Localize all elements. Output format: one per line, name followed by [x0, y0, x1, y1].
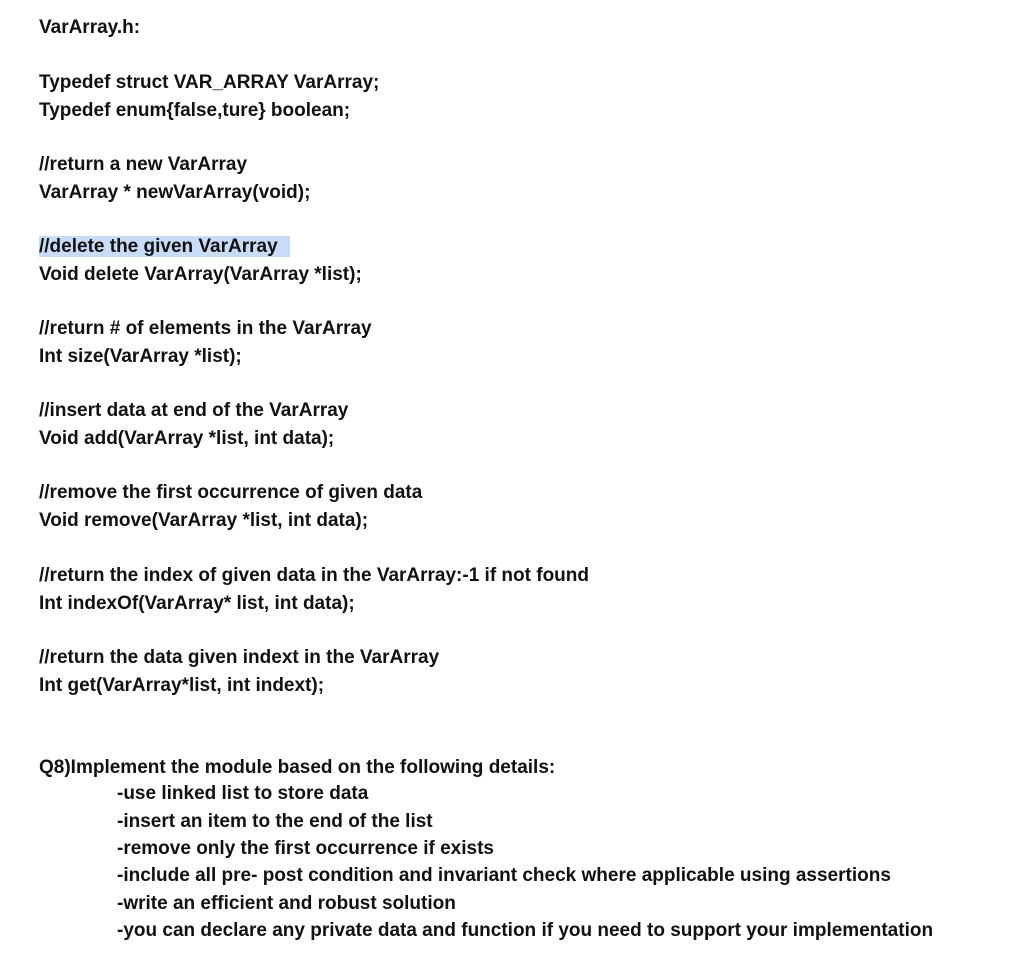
- comment-new-vararray: //return a new VarArray: [39, 154, 248, 175]
- signature-new-vararray: VarArray * newVarArray(void);: [39, 182, 311, 203]
- requirement-item: -you can declare any private data and function if you need to support your implementation: [117, 920, 934, 941]
- header-title: VarArray.h:: [39, 17, 141, 38]
- signature-index-of: Int indexOf(VarArray* list, int data);: [39, 593, 355, 614]
- comment-remove: //remove the first occurrence of given data: [39, 482, 423, 503]
- comment-delete-vararray: [39, 235, 290, 259]
- requirement-item: -insert an item to the end of the list: [117, 811, 433, 832]
- signature-get: Int get(VarArray*list, int indext);: [39, 675, 325, 696]
- typedef-enum-line: Typedef enum{false,ture} boolean;: [39, 100, 351, 121]
- requirement-item: -use linked list to store data: [117, 783, 369, 804]
- comment-size: //return # of elements in the VarArray: [39, 318, 372, 339]
- signature-add: Void add(VarArray *list, int data);: [39, 428, 335, 449]
- comment-add: //insert data at end of the VarArray: [39, 400, 349, 421]
- typedef-struct-line: Typedef struct VAR_ARRAY VarArray;: [39, 72, 380, 93]
- comment-get: //return the data given indext in the VarArray: [39, 647, 440, 668]
- requirement-item: -remove only the first occurrence if exists: [117, 838, 494, 859]
- signature-size: Int size(VarArray *list);: [39, 346, 242, 367]
- signature-delete-vararray: Void delete VarArray(VarArray *list);: [39, 264, 362, 285]
- signature-remove: Void remove(VarArray *list, int data);: [39, 510, 369, 531]
- comment-index-of: //return the index of given data in the VarArray:-1 if not found: [39, 565, 589, 586]
- selection-highlight: //delete the given VarArray: [39, 236, 290, 257]
- requirement-item: -include all pre- post condition and invariant check where applicable using assertions: [117, 865, 891, 886]
- requirement-item: -write an efficient and robust solution: [117, 893, 456, 914]
- question-title: Q8)Implement the module based on the following details:: [39, 757, 556, 778]
